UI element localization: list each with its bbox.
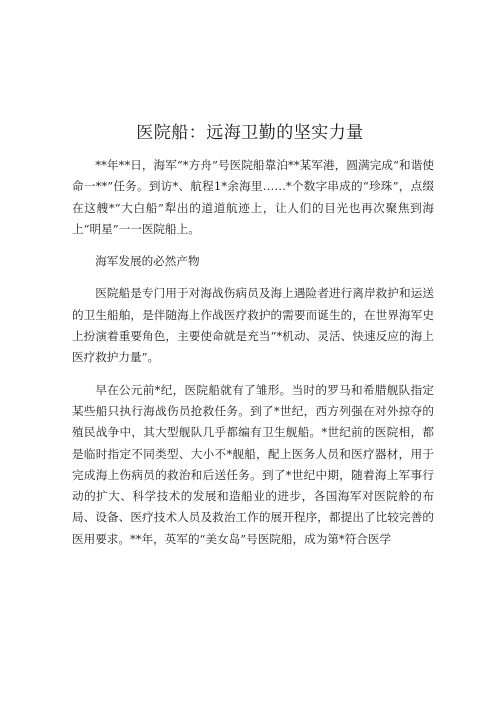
- section-heading: 海军发展的必然产物: [95, 254, 200, 269]
- paragraph-definition: 医院船是专门用于对海战伤病员及海上遇险者进行离岸救护和运送的卫生船舶，是伴随海上作战医疗救护的需要而诞生的，在世界海军史上扮演着重要角色，主要使命就是充当“*机动、灵活、快速反应的海上医疗救护力量”。: [72, 286, 434, 365]
- paragraph-history: 早在公元前*纪，医院船就有了雏形。当时的罗马和希腊舰队指定某些船只执行海战伤员抢救任务。到了*世纪，西方列强在对外掠夺的殖民战争中，其大型舰队几乎都编有卫生舰船。*世纪前的医院相，都是临时指定不同类型、大小不*舰船，配上医务人员和医疗器材，用于完成海上伤病员的救治和后送任务。到了*世纪中期，随着海上军事行动的扩大、科学技术的发展和造船业的进步，各国海军对医院舲的布局、设备、医疗技术人员及救治工作的展开程序，都提出了比较完善的医用要求。**年，英军的“美女岛”号医院船，成为第*符合医学: [72, 382, 434, 546]
- document-body: [72, 155, 434, 550]
- document-title: 医院船：远海卫勤的坚实力量: [136, 123, 364, 143]
- paragraph-intro: **年**日，海军“*方舟”号医院船靠泊**某军港，圆满完成“和谐使命一**”任务。到访*、航程1*余海里……*个数字串成的“珍珠”，点缀在这艘*“大白船”犁出的道道航迹上，让人们的目光也再次聚焦到海上“明星”一一医院船上。: [72, 158, 434, 236]
